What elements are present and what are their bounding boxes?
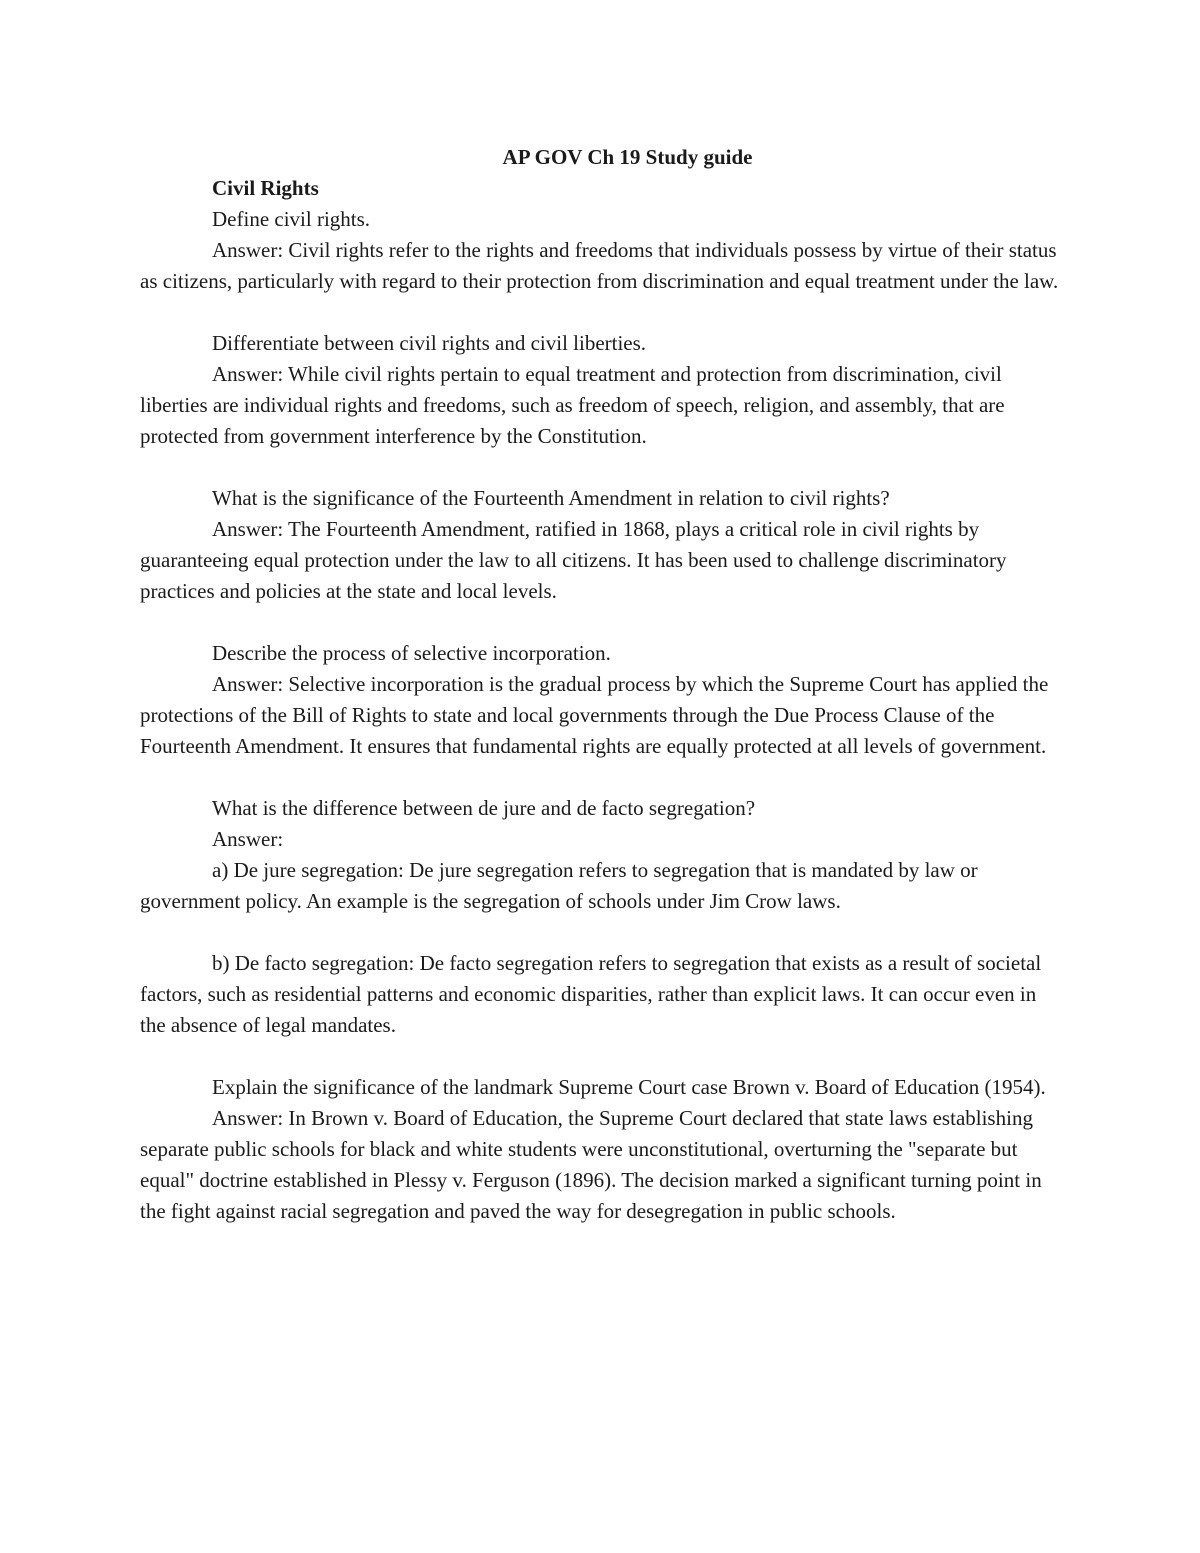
paragraph-spacer [140, 1041, 1065, 1072]
section-heading: Civil Rights [212, 176, 319, 200]
answer-sub-a: a) De jure segregation: De jure segregation refers to segregation that is mandated by law or government policy. An example is the segregation of schools under Jim Crow laws. [140, 858, 978, 913]
document-title: AP GOV Ch 19 Study guide [502, 145, 753, 169]
question-text: What is the difference between de jure and de facto segregation? [212, 796, 756, 820]
answer-text: Answer: While civil rights pertain to equal treatment and protection from discrimination, civil liberties are individual rights and freedoms, such as freedom of speech, religion, and assembly, that are protected from government interference by the Constitution. [140, 362, 1005, 448]
question-text: Differentiate between civil rights and civil liberties. [212, 331, 647, 355]
qa-item-3 [140, 483, 1065, 607]
paragraph-spacer [140, 452, 1065, 483]
qa-item-5 [140, 793, 1065, 1041]
paragraph-spacer [140, 917, 1065, 948]
answer-text: Answer: The Fourteenth Amendment, ratified in 1868, plays a critical role in civil rights by guaranteeing equal protection under the law to all citizens. It has been used to challenge discriminatory practices and policies at the state and local levels. [140, 517, 1007, 603]
question-text: Describe the process of selective incorporation. [212, 641, 611, 665]
answer-text: Answer: [212, 827, 284, 851]
answer-text: Answer: Selective incorporation is the gradual process by which the Supreme Court has applied the protections of the Bill of Rights to state and local governments through the Due Process Clause of the Fourteenth Amendment. It ensures that fundamental rights are equally protected at all levels of government. [140, 672, 1049, 758]
answer-text: Answer: Civil rights refer to the rights and freedoms that individuals possess by virtue of their status as citizens, particularly with regard to their protection from discrimination and equal treatment under the law. [140, 238, 1059, 293]
document-body [140, 142, 1065, 1227]
paragraph-spacer [140, 297, 1065, 328]
question-text: Define civil rights. [212, 207, 371, 231]
paragraph-spacer [140, 762, 1065, 793]
answer-sub-b: b) De facto segregation: De facto segregation refers to segregation that exists as a result of societal factors, such as residential patterns and economic disparities, rather than explicit laws. It can occur even in the absence of legal mandates. [140, 951, 1042, 1037]
qa-item-1 [140, 204, 1065, 297]
question-text: Explain the significance of the landmark Supreme Court case Brown v. Board of Education (1954). [212, 1075, 1046, 1099]
paragraph-spacer [140, 607, 1065, 638]
qa-item-2 [140, 328, 1065, 452]
qa-item-4 [140, 638, 1065, 762]
answer-text: Answer: In Brown v. Board of Education, the Supreme Court declared that state laws establishing separate public schools for black and white students were unconstitutional, overturning the "separate but equal" doctrine established in Plessy v. Ferguson (1896). The decision marked a significant turning point in the fight against racial segregation and paved the way for desegregation in public schools. [140, 1106, 1042, 1223]
question-text: What is the significance of the Fourteenth Amendment in relation to civil rights? [212, 486, 890, 510]
qa-item-6 [140, 1072, 1065, 1227]
